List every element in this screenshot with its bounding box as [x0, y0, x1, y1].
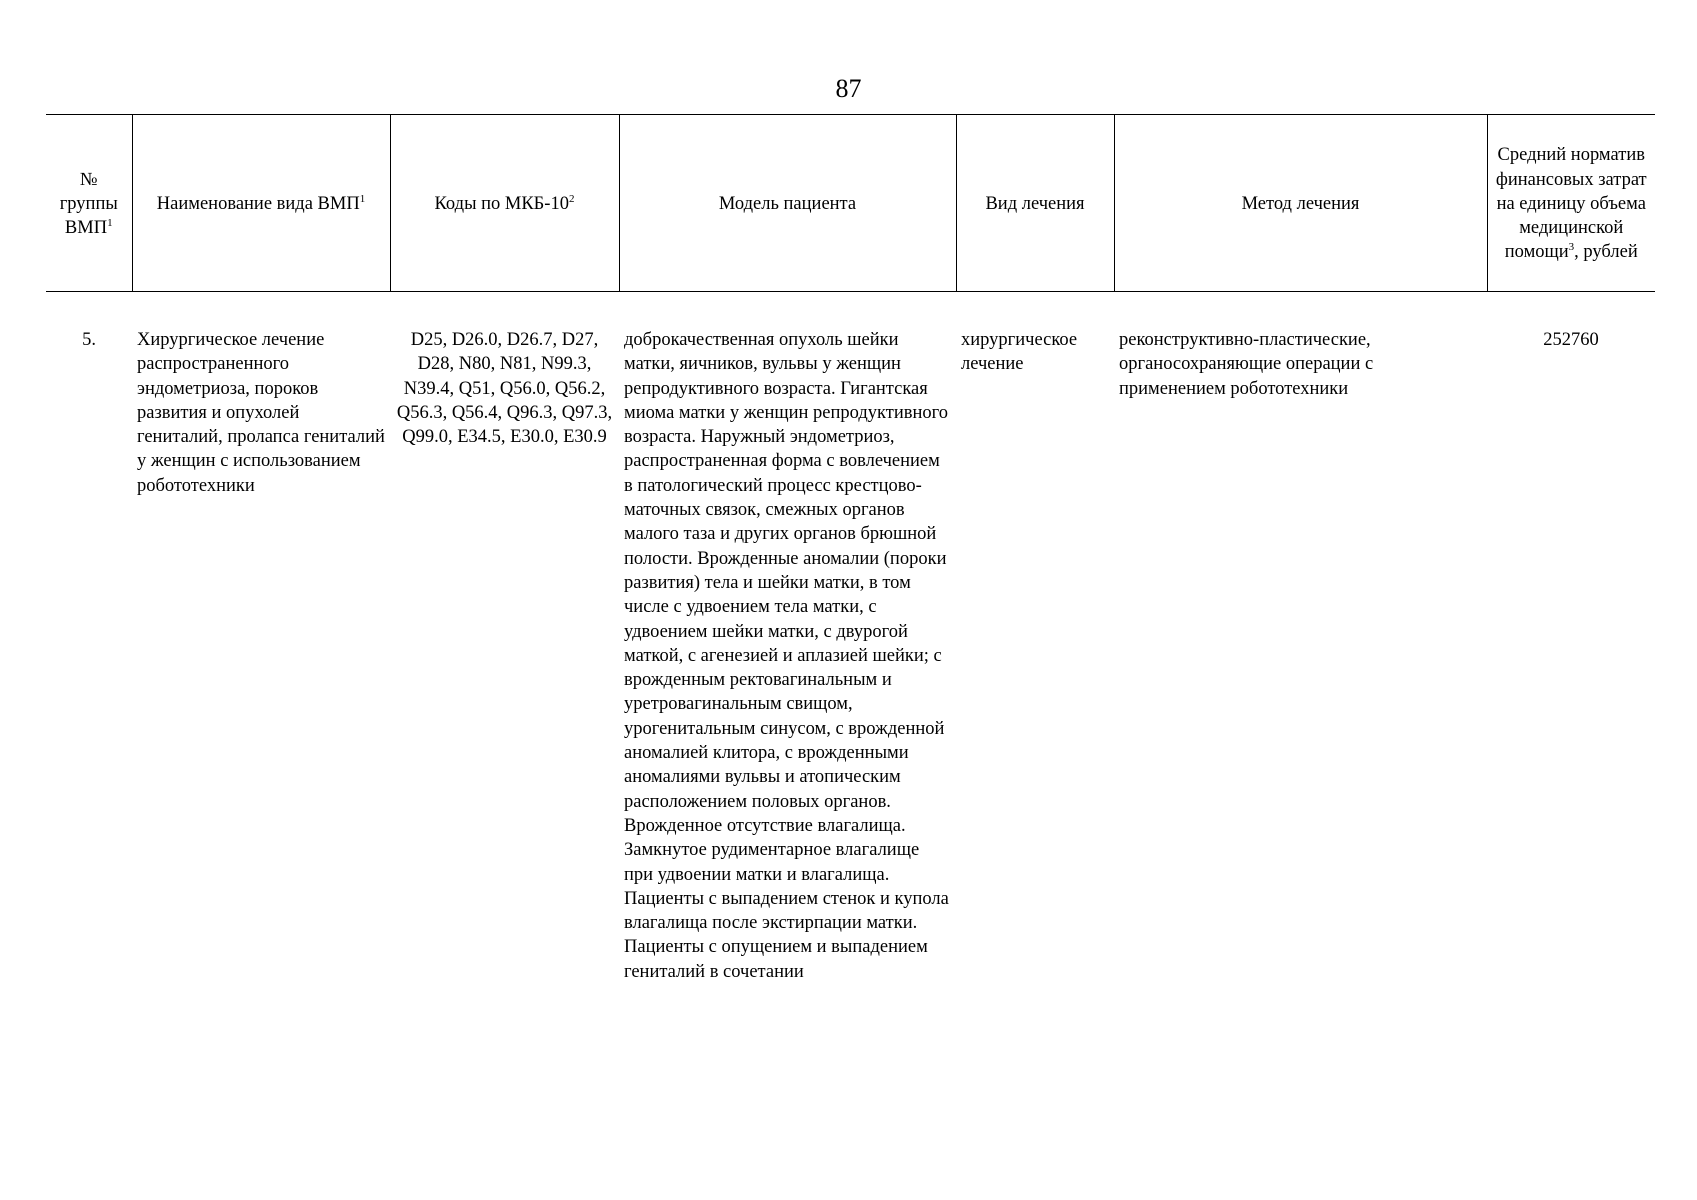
header-vmp-name: Наименование вида ВМП$^1$: [132, 115, 390, 292]
cell-group-number: 5.: [82, 330, 96, 350]
header-patient-model: Модель пациента: [619, 115, 956, 292]
cell-icd-codes: D25, D26.0, D26.7, D27, D28, N80, N81, N99.3, N39.4, Q51, Q56.0, Q56.2, Q56.3, Q56.4, Q96.3, Q97.3, Q99.0, E34.5, E30.0, E30.9: [396, 330, 613, 448]
page-number: 87: [835, 74, 862, 103]
header-group-number: № группы ВМП$^1$: [46, 115, 132, 292]
cell-vmp-name: Хирургическое лечение распространенного эндометриоза, пороков развития и опухолей гениталий, пролапса гениталий у женщин с использованием робототехники: [137, 330, 385, 496]
table-header-row: [46, 115, 1655, 292]
cell-average-cost: 252760: [1543, 330, 1599, 350]
vmp-table: [46, 114, 1655, 984]
table-row: [46, 292, 1655, 985]
header-treatment-method: Метод лечения: [1114, 115, 1487, 292]
cell-treatment-method: реконструктивно-пластические, органосохраняющие операции с применением робототехники: [1119, 330, 1374, 399]
header-icd-codes: Коды по МКБ-$10^2$: [390, 115, 619, 292]
header-average-cost: Средний норматив финансовых затрат на единицу объема медицинской помощи$^3$, рублей: [1487, 115, 1655, 292]
cell-treatment-type: хирургическое лечение: [961, 330, 1078, 375]
header-treatment-type: Вид лечения: [956, 115, 1114, 292]
cell-patient-model: доброкачественная опухоль шейки матки, яичников, вульвы у женщин репродуктивного возраста. Гигантская миома матки у женщин репродуктивного возраста. Наружный эндометриоз, распространенная форма с вовлечением в патологический процесс крестцово-маточных связок, смежных органов малого таза и других органов брюшной полости. Врожденные аномалии (пороки развития) тела и шейки матки, в том числе с удвоением тела матки, с удвоением шейки матки, с двурогой маткой, с агенезией и аплазией шейки; с врожденным ректовагинальным и уретровагинальным свищом, урогенитальным синусом, с врожденной аномалией клитора, с врожденными аномалиями вульвы и атопическим расположением половых органов. Врожденное отсутствие влагалища. Замкнутое рудиментарное влагалище при удвоении матки и влагалища. Пациенты с выпадением стенок и купола влагалища после экстирпации матки. Пациенты с опущением и выпадением гениталий в сочетании: [624, 330, 949, 982]
